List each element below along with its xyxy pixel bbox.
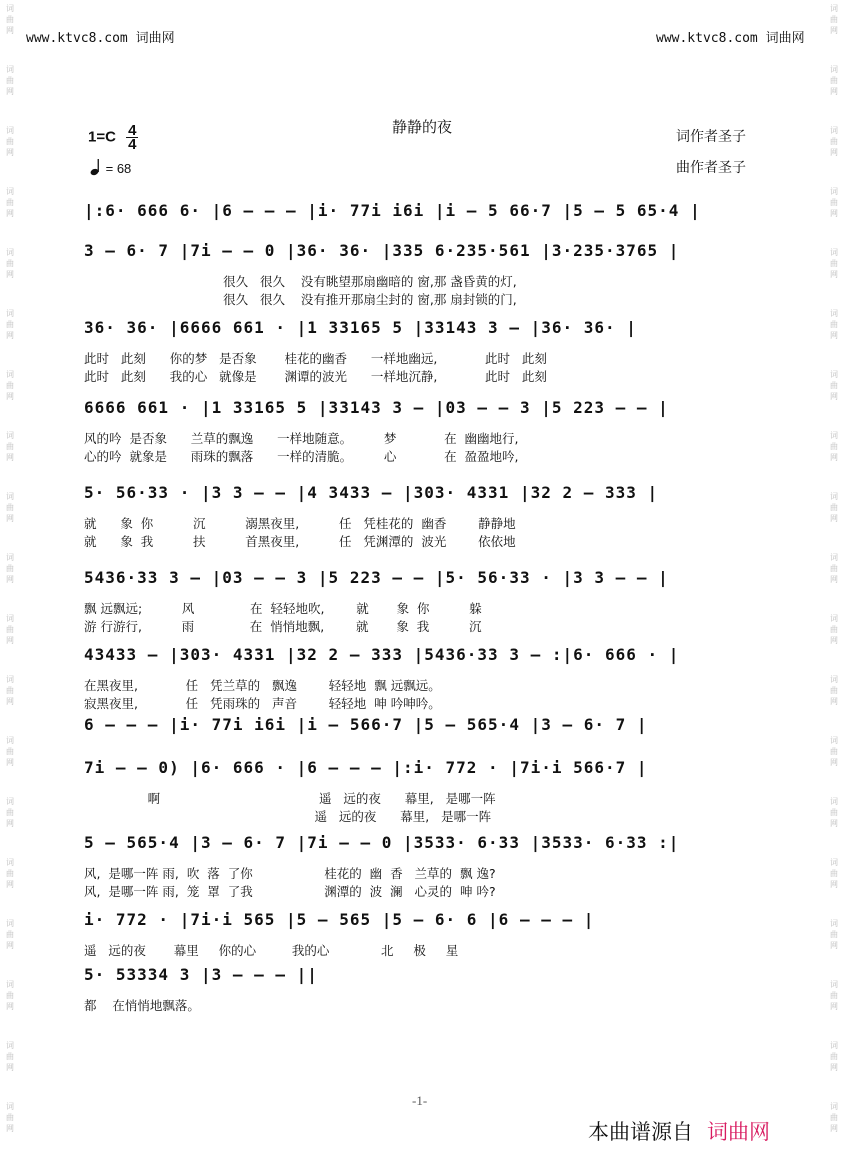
watermark-char: 词	[830, 492, 838, 501]
lyric-line: 风, 是哪一阵 雨, 吹 落 了你 桂花的 幽 香 兰草的 飘 逸?	[84, 866, 496, 881]
watermark-char: 词	[6, 614, 14, 623]
page-number: -1-	[412, 1093, 428, 1108]
lyric-line: 风的吟 是否象 兰草的飘逸 一样地随意。 梦 在 幽幽地行,	[84, 431, 519, 446]
watermark-char: 曲	[6, 1113, 14, 1122]
lyric-line: 飘 远飘远; 风 在 轻轻地吹, 就 象 你 躲	[84, 601, 482, 616]
time-signature	[126, 124, 138, 151]
watermark-char: 曲	[830, 991, 838, 1000]
time-denominator: 4	[128, 136, 137, 153]
watermark-char: 曲	[830, 76, 838, 85]
watermark-char: 词	[6, 553, 14, 562]
watermark-char: 网	[6, 148, 14, 157]
quarter-note-icon	[90, 158, 102, 176]
watermark-char: 网	[6, 453, 14, 462]
watermark-char: 网	[6, 209, 14, 218]
watermark-char: 词	[830, 126, 838, 135]
tempo-marking	[90, 158, 131, 176]
watermark-char: 曲	[6, 1052, 14, 1061]
music-line: 5· 56·33 · |3 3 – – |4 3433 – |303· 4331 |32 2 – 333 |	[84, 483, 659, 502]
watermark-char: 曲	[6, 198, 14, 207]
watermark-char: 词	[6, 187, 14, 196]
watermark-char: 词	[6, 248, 14, 257]
watermark-char: 词	[830, 675, 838, 684]
watermark-char: 网	[830, 209, 838, 218]
watermark-char: 词	[830, 4, 838, 13]
watermark-char: 曲	[6, 686, 14, 695]
watermark-char: 网	[830, 514, 838, 523]
watermark-char: 词	[6, 431, 14, 440]
time-numerator: 4	[128, 122, 137, 139]
lyric-line: 遥 远的夜 幕里 你的心 我的心 北 极 星	[84, 943, 459, 958]
watermark-char: 词	[6, 797, 14, 806]
lyric-line: 很久 很久 没有推开那扇尘封的 窗,那 扇封锁的门,	[84, 292, 517, 307]
watermark-char: 网	[6, 1063, 14, 1072]
watermark-char: 曲	[6, 15, 14, 24]
watermark-char: 曲	[6, 991, 14, 1000]
tempo-value: = 68	[105, 161, 132, 176]
watermark-char: 词	[6, 1102, 14, 1111]
header-site-left[interactable]: www.ktvc8.com 词曲网	[26, 31, 175, 46]
watermark-char: 网	[830, 575, 838, 584]
music-line: 43433 – |303· 4331 |32 2 – 333 |5436·33 3 – :|6· 666 · |	[84, 645, 680, 664]
song-title: 静静的夜	[392, 118, 453, 136]
key-signature	[88, 124, 138, 151]
watermark-char: 网	[830, 636, 838, 645]
watermark-char: 网	[6, 636, 14, 645]
watermark-char: 词	[830, 431, 838, 440]
lyric-line: 就 象 我 扶 首黑夜里, 任 凭渊潭的 波光 依依地	[84, 534, 516, 549]
watermark-char: 网	[830, 819, 838, 828]
lyric-line: 游 行游行, 雨 在 悄悄地飘, 就 象 我 沉	[84, 619, 482, 634]
watermark-char: 网	[6, 270, 14, 279]
right-watermark-strip	[826, 0, 842, 1172]
watermark-char: 词	[830, 858, 838, 867]
watermark-char: 词	[6, 1041, 14, 1050]
watermark-char: 网	[830, 941, 838, 950]
watermark-char: 曲	[830, 1113, 838, 1122]
watermark-char: 曲	[830, 503, 838, 512]
lyricist-credit: 词作者圣子	[676, 129, 746, 145]
lyric-line: 寂黑夜里, 任 凭雨珠的 声音 轻轻地 呻 吟呻吟。	[84, 696, 441, 711]
watermark-char: 曲	[6, 564, 14, 573]
lyric-line: 啊 遥 远的夜 幕里, 是哪一阵	[84, 791, 496, 806]
key-label: 1=C	[88, 128, 116, 146]
watermark-char: 曲	[830, 808, 838, 817]
lyric-line: 此时 此刻 我的心 就像是 渊谭的波光 一样地沉静, 此时 此刻	[84, 369, 547, 384]
music-line: 6 – – – |i· 77i i6i |i – 566·7 |5 – 565·4 |3 – 6· 7 |	[84, 715, 648, 734]
watermark-char: 网	[830, 270, 838, 279]
lyric-line: 很久 很久 没有眺望那扇幽暗的 窗,那 盏昏黄的灯,	[84, 274, 517, 289]
header-site-right[interactable]: www.ktvc8.com 词曲网	[656, 31, 805, 46]
watermark-char: 曲	[6, 259, 14, 268]
watermark-char: 曲	[6, 442, 14, 451]
composer-credit: 曲作者圣子	[676, 160, 746, 176]
watermark-char: 词	[830, 370, 838, 379]
source-brand-link[interactable]: 词曲网	[707, 1120, 770, 1144]
watermark-char: 网	[830, 26, 838, 35]
watermark-char: 词	[6, 675, 14, 684]
watermark-char: 词	[830, 919, 838, 928]
watermark-char: 曲	[830, 747, 838, 756]
watermark-char: 网	[6, 697, 14, 706]
watermark-char: 词	[830, 553, 838, 562]
watermark-char: 词	[6, 65, 14, 74]
watermark-char: 网	[6, 758, 14, 767]
watermark-char: 网	[6, 1124, 14, 1133]
watermark-char: 网	[830, 453, 838, 462]
watermark-char: 词	[6, 126, 14, 135]
watermark-char: 网	[830, 1063, 838, 1072]
lyric-line: 风, 是哪一阵 雨, 笼 罩 了我 渊潭的 波 澜 心灵的 呻 吟?	[84, 884, 496, 899]
watermark-char: 词	[830, 736, 838, 745]
watermark-char: 曲	[830, 869, 838, 878]
watermark-char: 词	[6, 919, 14, 928]
watermark-char: 网	[6, 87, 14, 96]
watermark-char: 曲	[830, 442, 838, 451]
music-line: 36· 36· |6666 661 · |1 33165 5 |33143 3 – |36· 36· |	[84, 318, 637, 337]
source-text: 本曲谱源自	[588, 1120, 693, 1144]
watermark-char: 词	[830, 1102, 838, 1111]
music-line: 5 – 565·4 |3 – 6· 7 |7i – – 0 |3533· 6·33 |3533· 6·33 :|	[84, 833, 680, 852]
watermark-char: 词	[6, 858, 14, 867]
watermark-char: 词	[6, 492, 14, 501]
watermark-char: 网	[830, 758, 838, 767]
watermark-char: 曲	[830, 137, 838, 146]
watermark-char: 词	[830, 614, 838, 623]
watermark-char: 曲	[6, 320, 14, 329]
lyric-line: 遥 远的夜 幕里, 是哪一阵	[84, 809, 492, 824]
music-line: 7i – – 0) |6· 666 · |6 – – – |:i· 772 · |7i·i 566·7 |	[84, 758, 648, 777]
watermark-char: 网	[6, 941, 14, 950]
watermark-char: 曲	[830, 259, 838, 268]
source-credit	[588, 1116, 770, 1146]
watermark-char: 网	[830, 87, 838, 96]
watermark-char: 曲	[830, 15, 838, 24]
watermark-char: 词	[830, 980, 838, 989]
lyric-line: 此时 此刻 你的梦 是否象 桂花的幽香 一样地幽远, 此时 此刻	[84, 351, 547, 366]
watermark-char: 曲	[830, 625, 838, 634]
watermark-char: 网	[830, 392, 838, 401]
watermark-char: 网	[830, 880, 838, 889]
left-watermark-strip	[2, 0, 18, 1172]
watermark-char: 曲	[6, 869, 14, 878]
music-line: |:6· 666 6· |6 – – – |i· 77i i6i |i – 5 66·7 |5 – 5 65·4 |	[84, 201, 701, 220]
music-line: 5436·33 3 – |03 – – 3 |5 223 – – |5· 56·33 · |3 3 – – |	[84, 568, 669, 587]
watermark-char: 曲	[6, 381, 14, 390]
lyric-line: 都 在悄悄地飘落。	[84, 998, 200, 1013]
watermark-char: 曲	[6, 76, 14, 85]
music-line: 3 – 6· 7 |7i – – 0 |36· 36· |335 6·235·561 |3·235·3765 |	[84, 241, 680, 260]
watermark-char: 网	[6, 514, 14, 523]
watermark-char: 词	[830, 309, 838, 318]
watermark-char: 词	[6, 309, 14, 318]
watermark-char: 网	[6, 1002, 14, 1011]
watermark-char: 曲	[6, 808, 14, 817]
watermark-char: 词	[830, 797, 838, 806]
watermark-char: 词	[830, 187, 838, 196]
music-line: i· 772 · |7i·i 565 |5 – 565 |5 – 6· 6 |6 – – – |	[84, 910, 595, 929]
watermark-char: 曲	[830, 564, 838, 573]
watermark-char: 词	[6, 736, 14, 745]
watermark-char: 网	[830, 1124, 838, 1133]
watermark-char: 词	[6, 370, 14, 379]
watermark-char: 词	[830, 248, 838, 257]
watermark-char: 曲	[830, 381, 838, 390]
watermark-char: 曲	[6, 747, 14, 756]
watermark-char: 网	[6, 331, 14, 340]
watermark-char: 词	[6, 980, 14, 989]
lyric-line: 心的吟 就象是 雨珠的飘落 一样的清脆。 心 在 盈盈地吟,	[84, 449, 519, 464]
watermark-char: 词	[6, 4, 14, 13]
music-line: 6666 661 · |1 33165 5 |33143 3 – |03 – – 3 |5 223 – – |	[84, 398, 669, 417]
watermark-char: 曲	[830, 930, 838, 939]
music-line: 5· 53334 3 |3 – – – ||	[84, 965, 318, 984]
watermark-char: 曲	[830, 198, 838, 207]
lyric-line: 就 象 你 沉 溺黑夜里, 任 凭桂花的 幽香 静静地	[84, 516, 516, 531]
watermark-char: 网	[830, 1002, 838, 1011]
watermark-char: 网	[6, 392, 14, 401]
watermark-char: 网	[6, 575, 14, 584]
watermark-char: 曲	[6, 625, 14, 634]
watermark-char: 曲	[6, 503, 14, 512]
watermark-char: 曲	[830, 686, 838, 695]
watermark-char: 网	[830, 697, 838, 706]
watermark-char: 曲	[6, 930, 14, 939]
watermark-char: 网	[6, 880, 14, 889]
watermark-char: 词	[830, 1041, 838, 1050]
watermark-char: 网	[830, 148, 838, 157]
watermark-char: 网	[830, 331, 838, 340]
watermark-char: 曲	[6, 137, 14, 146]
watermark-char: 网	[6, 819, 14, 828]
watermark-char: 曲	[830, 1052, 838, 1061]
lyric-line: 在黑夜里, 任 凭兰草的 飘逸 轻轻地 飘 远飘远。	[84, 678, 441, 693]
watermark-char: 网	[6, 26, 14, 35]
watermark-char: 曲	[830, 320, 838, 329]
watermark-char: 词	[830, 65, 838, 74]
